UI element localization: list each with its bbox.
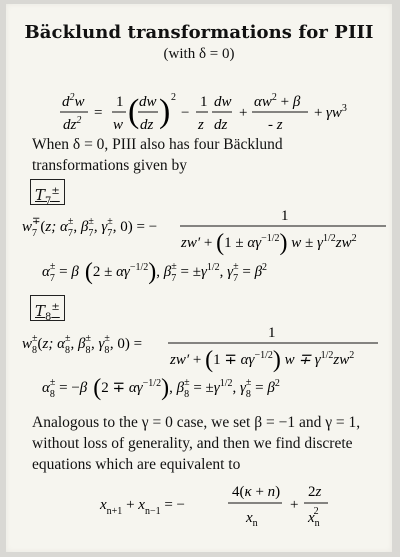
t8-label-box xyxy=(30,295,65,321)
t7-subscript: 7 xyxy=(45,196,52,207)
page-title: Bäcklund transformations for PIII xyxy=(24,22,374,43)
page-subtitle: (with δ = 0) xyxy=(163,46,235,62)
svg-text:w: w xyxy=(113,117,124,133)
svg-text:- z: - z xyxy=(268,117,283,133)
svg-text:xn2: $x_n2$ xyxy=(308,506,320,529)
intro-paragraph: When δ = 0, PIII also has four Bäcklund transformations given by xyxy=(32,136,283,174)
svg-text:αw2 + β: $\alpha w^2 + \beta$ xyxy=(254,92,301,110)
svg-text:1: 1 xyxy=(200,94,208,110)
svg-text:dw: dw xyxy=(214,94,232,110)
t8-symbol: T xyxy=(35,302,46,320)
svg-text:w8±(z; α8±, β8±, γ8±, 0) =: $w_8\pm(z$; $\alpha_8\pm$, $\beta_8\pm$, $\gamma_8\pm$, 0) = xyxy=(22,333,143,356)
t8-subscript: 8 xyxy=(45,312,52,323)
svg-text:dz: dz xyxy=(214,117,228,133)
svg-text:+: + xyxy=(290,497,299,513)
svg-text:xn+1 + xn−1 = −: $x_{n+1} + x_{n-1}$ = − xyxy=(100,497,186,517)
conclusion-paragraph: Analogous to the γ = 0 case, we set β = −1 and γ = 1, without loss of generality, and then we find discrete equations which are equivalent to xyxy=(32,414,361,473)
svg-text:α7± = β (2 ± αγ−1/2), β7± =: $\alpha_7\pm = \beta$ $(2 \pm \alpha\gamma^{-1/2})$, $\beta_7\pm = \pm\gamma^{1/2}$, $\gamma_7\pm = \beta^2$ xyxy=(42,259,268,285)
svg-text:α8± = −β (2 ∓ αγ−1/2), β8±: $\alpha_8\pm = -\beta$ $(2 \mp \alpha\gamma^{-1/2})$, $\beta_8\pm = \pm\gamma^{1/2}$, $\gamma_8\pm = \beta^2$ xyxy=(42,375,280,401)
t7-symbol: T xyxy=(35,186,46,204)
svg-text:1: 1 xyxy=(281,208,289,224)
t7-label-box xyxy=(30,179,65,205)
svg-text:2z: 2z xyxy=(308,484,322,500)
svg-text:): ) xyxy=(159,93,171,130)
svg-text:xn: $x_n$ xyxy=(246,510,258,529)
discrete-equation xyxy=(6,476,392,536)
t7-parameters xyxy=(6,256,392,292)
svg-text:w7∓(z; α7±, β7±, γ7±, 0) = −: $w_7\mp(z$; $\alpha_7\pm$, $\beta_7\pm$, $\gamma_7\pm$, 0) = − xyxy=(22,216,158,239)
t8-parameters xyxy=(6,372,392,408)
t7-superscript: ± xyxy=(51,186,60,197)
svg-text:+: + xyxy=(314,105,323,121)
svg-text:1: 1 xyxy=(268,325,276,341)
svg-text:zw′ + (1 ± αγ−1/2) w ± γ1/2zw2: $zw' + (1 \pm \alpha\gamma^{-1/2})$ $w \pm \gamma^{1/2}zw^2$ xyxy=(181,230,357,256)
svg-text:zw′ + (1 ∓ αγ−1/2) w ∓ γ1/2zw2: $zw' + (1 \mp \alpha\gamma^{-1/2})$ $w \mp \gamma^{1/2}zw^2$ xyxy=(170,347,355,373)
svg-text:dw: dw xyxy=(139,94,157,110)
svg-text:1: 1 xyxy=(116,94,124,110)
svg-text:z: z xyxy=(198,117,204,133)
svg-text:−: − xyxy=(181,105,190,121)
svg-text:γw3: $\gamma w^3$ xyxy=(326,103,347,121)
svg-text:4(κ + n): 4(κ + n) xyxy=(232,484,281,500)
svg-text:(: ( xyxy=(128,93,140,130)
svg-text:d2w: $d^2w$ xyxy=(62,92,85,110)
svg-text:dz2: $dz^2$ xyxy=(63,115,82,133)
svg-text:+: + xyxy=(239,105,248,121)
svg-text:2: 2 xyxy=(171,92,176,103)
page xyxy=(6,4,392,552)
t8-superscript: ± xyxy=(51,302,60,313)
svg-text:=: = xyxy=(94,105,103,121)
svg-text:dz: dz xyxy=(140,117,154,133)
